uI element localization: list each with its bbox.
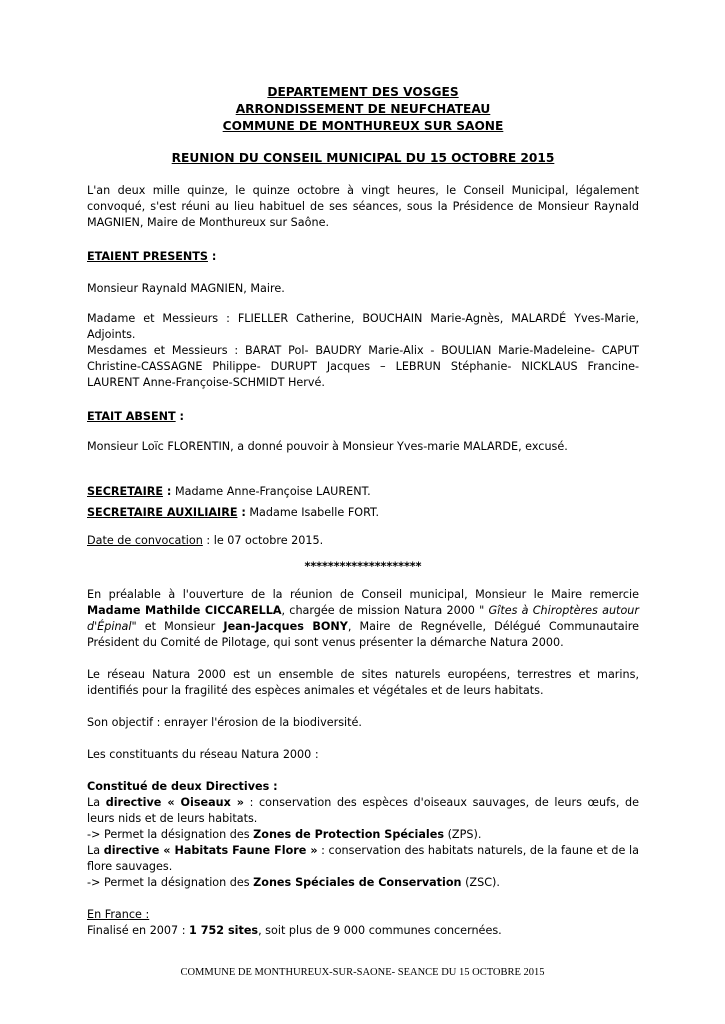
natura-intro-name-2: Jean-Jacques BONY: [223, 620, 348, 633]
directive-habitats-zsc: [87, 875, 639, 891]
absent-heading-colon: :: [175, 410, 185, 423]
directives-heading: Constitué de deux Directives :: [87, 780, 278, 793]
reseau-paragraph: Le réseau Natura 2000 est un ensemble de sites naturels européens, terrestres et marins, identifiés pour la fragilité des espèces animales et végétales et de leurs habitats.: [87, 668, 639, 697]
objectif-paragraph: Son objectif : enrayer l'érosion de la biodiversité.: [87, 716, 362, 729]
document-header: [87, 84, 639, 135]
page-footer: COMMUNE DE MONTHUREUX-SUR-SAONE- SEANCE DU 15 OCTOBRE 2015: [180, 967, 545, 978]
convocation-value: : le 07 octobre 2015.: [202, 534, 324, 547]
separator-stars: ********************: [304, 560, 422, 573]
natura-intro-text-3: " et Monsieur: [131, 620, 224, 633]
zsc-name: Zones Spéciales de Conservation: [253, 876, 462, 889]
zps-post: (ZPS).: [444, 828, 482, 841]
france-text-2: , soit plus de 9 000 communes concernées.: [258, 924, 502, 937]
france-text: [87, 923, 639, 939]
secretaire-aux-colon: :: [237, 506, 246, 519]
secretaire-colon: :: [163, 485, 172, 498]
header-arrondissement: ARRONDISSEMENT DE NEUFCHATEAU: [235, 102, 491, 116]
presents-adjoints: Madame et Messieurs : FLIELLER Catherine, BOUCHAIN Marie-Agnès, MALARDÉ Yves-Marie, Adjoints.: [87, 312, 639, 341]
directive-oiseaux: [87, 795, 639, 827]
header-commune: COMMUNE DE MONTHUREUX SUR SAONE: [222, 119, 504, 133]
header-department: DEPARTEMENT DES VOSGES: [267, 85, 459, 99]
natura-intro-text-1: En préalable à l'ouverture de la réunion de Conseil municipal, Monsieur le Maire remercie: [87, 588, 639, 601]
presents-heading-label: ETAIENT PRESENTS: [87, 250, 208, 263]
directive-oiseaux-pre: La: [87, 796, 106, 809]
natura-intro-paragraph: [87, 587, 639, 651]
secretaire-line: [87, 484, 639, 500]
france-sites-count: 1 752 sites: [189, 924, 259, 937]
presents-heading-colon: :: [207, 250, 217, 263]
presents-conseillers: Mesdames et Messieurs : BARAT Pol- BAUDRY Marie-Alix - BOULIAN Marie-Madeleine- CAPUT Christine-CASSAGNE Philippe- DURUPT Jacques – LEBRUN Stéphanie- NICKLAUS Francine- LAURENT Anne-Françoise-SCHMIDT Hervé.: [87, 344, 639, 389]
absent-heading-label: ETAIT ABSENT: [87, 410, 176, 423]
natura-intro-name-1: Madame Mathilde CICCARELLA: [87, 604, 282, 617]
secretaire-value: Madame Anne-Françoise LAURENT.: [171, 485, 371, 498]
zps-name: Zones de Protection Spéciales: [253, 828, 445, 841]
natura-intro-text-4: , Maire de Regnévelle, Délégué Communautaire Président du Comité de Pilotage, qui sont venus présenter la démarche Natura 2000.: [87, 620, 639, 649]
secretaire-aux-value: Madame Isabelle FORT.: [245, 506, 380, 519]
secretaire-label: SECRETAIRE: [87, 485, 164, 498]
france-heading: En France :: [87, 908, 150, 921]
absent-text: Monsieur Loïc FLORENTIN, a donné pouvoir à Monsieur Yves-marie MALARDE, excusé.: [87, 440, 568, 453]
zsc-pre: -> Permet la désignation des: [87, 876, 254, 889]
intro-paragraph: L'an deux mille quinze, le quinze octobre à vingt heures, le Conseil Municipal, légalement convoqué, s'est réuni au lieu habituel de ses séances, sous la Présidence de Monsieur Raynald MAGNIEN, Maire de Monthureux sur Saône.: [87, 184, 639, 229]
zsc-post: (ZSC).: [461, 876, 500, 889]
natura-intro-text-2: , chargée de mission Natura 2000 ": [281, 604, 489, 617]
directive-habitats-pre: La: [87, 844, 104, 857]
natura-intro-mission-title: Gîtes à Chiroptères autour d'Épinal: [87, 604, 639, 633]
document-page: [87, 84, 639, 939]
meeting-title: REUNION DU CONSEIL MUNICIPAL DU 15 OCTOBRE 2015: [171, 151, 555, 165]
france-text-1: Finalisé en 2007 :: [87, 924, 190, 937]
directive-habitats-text: : conservation des habitats naturels, de la faune et de la flore sauvages.: [87, 844, 639, 873]
zps-pre: -> Permet la désignation des: [87, 828, 254, 841]
directive-oiseaux-name: directive « Oiseaux »: [105, 796, 245, 809]
presents-maire: Monsieur Raynald MAGNIEN, Maire.: [87, 282, 285, 295]
convocation-line: [87, 533, 639, 549]
secretaire-aux-label: SECRETAIRE AUXILIAIRE: [87, 506, 238, 519]
directive-oiseaux-zps: [87, 827, 639, 843]
directive-habitats: [87, 843, 639, 875]
convocation-label: Date de convocation: [87, 534, 203, 547]
directive-oiseaux-text: : conservation des espèces d'oiseaux sauvages, de leurs œufs, de leurs nids et de leurs habitats.: [87, 796, 640, 825]
directive-habitats-name: directive « Habitats Faune Flore »: [103, 844, 318, 857]
absent-heading: [87, 409, 639, 425]
secretaire-aux-line: [87, 505, 639, 521]
constituants-paragraph: Les constituants du réseau Natura 2000 :: [87, 748, 319, 761]
presents-heading: [87, 249, 639, 265]
